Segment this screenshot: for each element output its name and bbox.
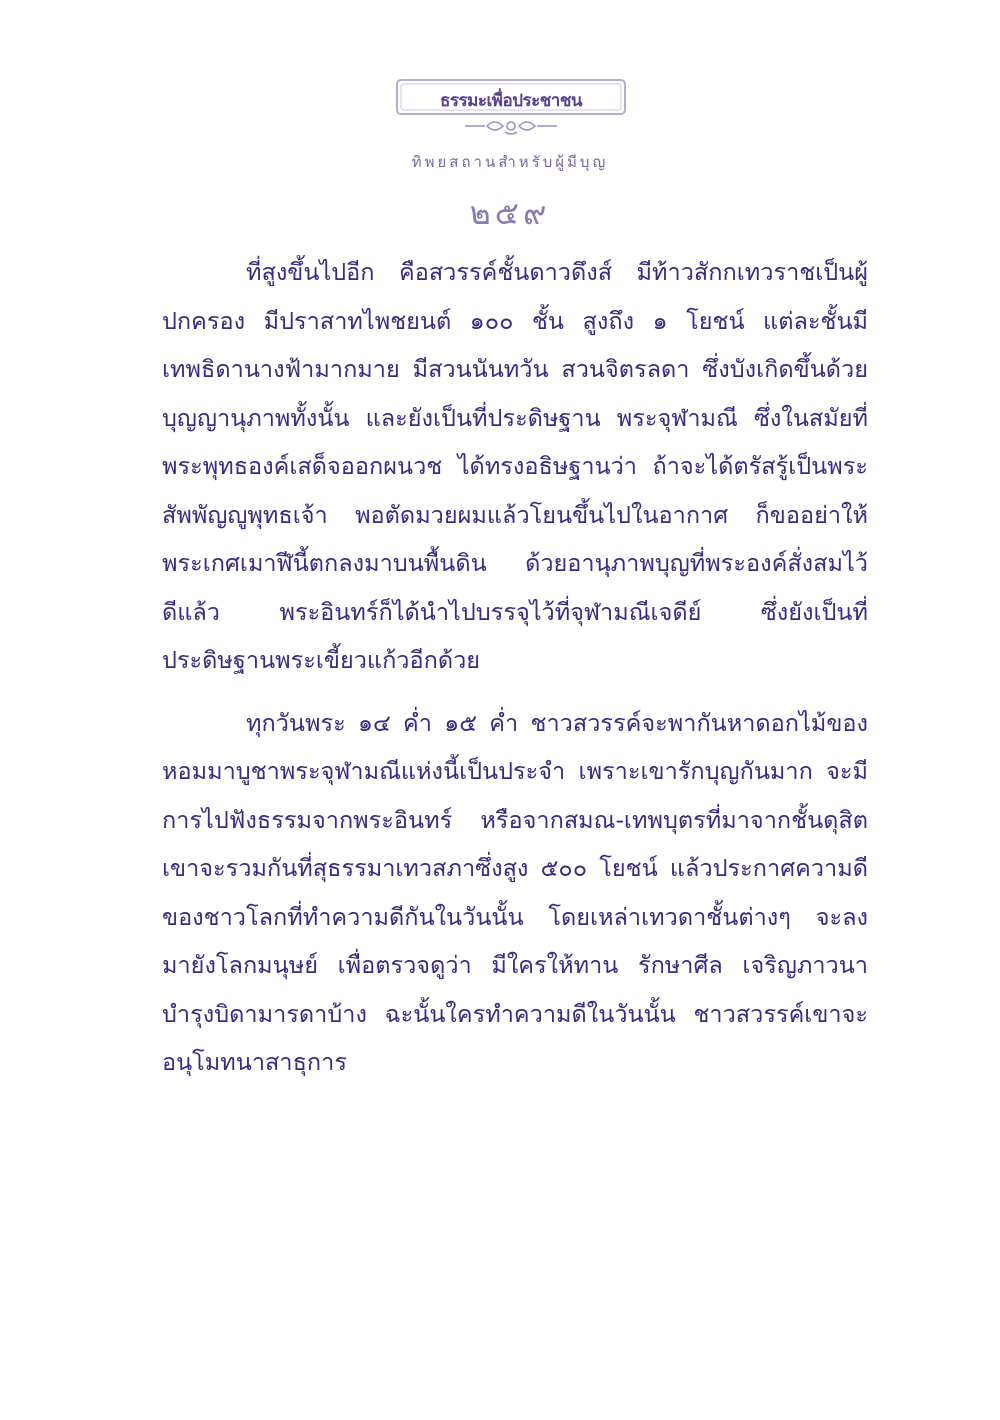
body-text bbox=[162, 248, 868, 1087]
paragraph: ทุกวันพระ ๑๔ ค่ำ ๑๕ ค่ำ ชาวสวรรค์จะพากันหาดอกไม้ของหอมมาบูชาพระจุฬามณีแห่งนี้เป็นประจำ เพราะเขารักบุญกันมาก จะมีการไปฟังธรรมจากพระอินทร์ หรือจากสมณ-เทพบุตรที่มาจากชั้นดุสิต เขาจะรวมกันที่สุธรรมาเทวสภาซึ่งสูง ๕๐๐ โยชน์ แล้วประกาศความดีของชาวโลกที่ทำความดีกันในวันนั้น โดยเหล่าเทวดาชั้นต่างๆ จะลงมายังโลกมนุษย์ เพื่อตรวจดูว่า มีใครให้ทาน รักษาศีล เจริญภาวนา บำรุงบิดามารดาบ้าง ฉะนั้นใครทำความดีในวันนั้น ชาวสวรรค์เขาจะอนุโมทนาสาธุการ bbox=[162, 708, 868, 1076]
ornament-icon bbox=[465, 122, 557, 134]
logo-text: ธรรมะเพื่อประชาชน bbox=[440, 91, 582, 111]
page-number: ๒๕๙ bbox=[469, 194, 551, 232]
paragraph: ที่สูงขึ้นไปอีก คือสวรรค์ชั้นดาวดึงส์ มีท้าวสักกเทวราชเป็นผู้ปกครอง มีปราสาทไพชยนต์ ๑๐๐ ชั้น สูงถึง ๑ โยชน์ แต่ละชั้นมีเทพธิดานางฟ้ามากมาย มีสวนนันทวัน สวนจิตรลดา ซึ่งบังเกิดขึ้นด้วยบุญญานุภาพทั้งนั้น และยังเป็นที่ประดิษฐาน พระจุฬามณี ซึ่งในสมัยที่พระพุทธองค์เสด็จออกผนวช ได้ทรงอธิษฐานว่า ถ้าจะได้ตรัสรู้เป็นพระสัพพัญญูพุทธเจ้า พอตัดมวยผมแล้วโยนขึ้นไปในอากาศ ก็ขออย่าให้พระเกศเมาฬีนี้ตกลงมาบนพื้นดิน ด้วยอานุภาพบุญที่พระองค์สั่งสมไว้ดีแล้ว พระอินทร์ก็ได้นำไปบรรจุไว้ที่จุฬามณีเจดีย์ ซึ่งยังเป็นที่ประดิษฐานพระเขี้ยวแก้วอีกด้วย bbox=[162, 258, 868, 674]
book-logo bbox=[395, 78, 627, 140]
page-subtitle: ทิพยสถานสำหรับผู้มีบุญ bbox=[411, 153, 609, 171]
